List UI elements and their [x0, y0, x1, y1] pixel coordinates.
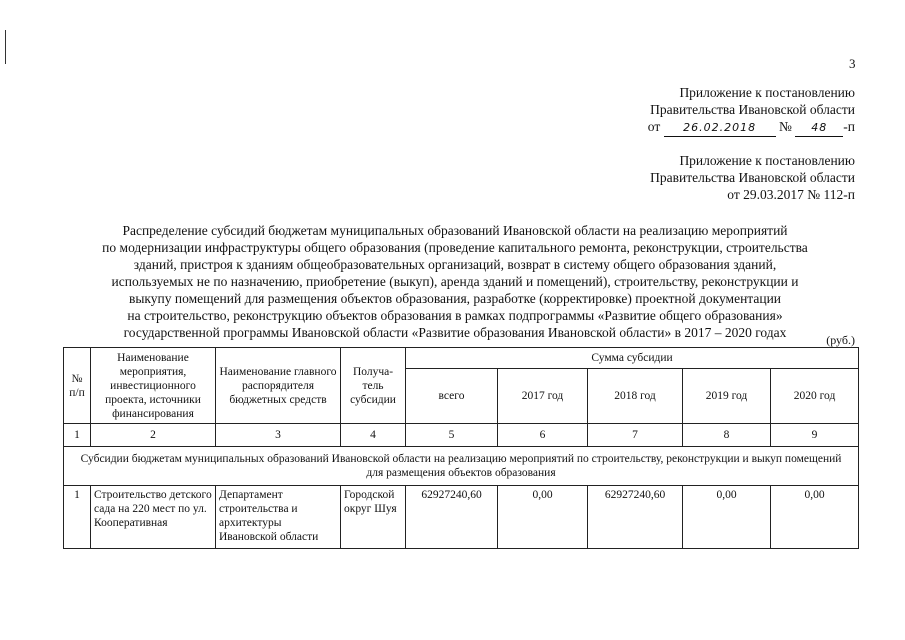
- table-header-row: [64, 348, 859, 369]
- column-number: 3: [216, 424, 341, 447]
- page-edge-mark: [5, 30, 6, 64]
- row-2017: 0,00: [498, 486, 588, 549]
- header-2017: 2017 год: [498, 369, 588, 424]
- column-number: 4: [341, 424, 406, 447]
- header-total: всего: [406, 369, 498, 424]
- header-recipient: Получа-тель субсидии: [341, 348, 406, 424]
- approval-current-line3: [648, 118, 855, 137]
- row-recipient: Городской округ Шуя: [341, 486, 406, 549]
- header-sum: Сумма субсидии: [406, 348, 859, 369]
- header-2018: 2018 год: [588, 369, 683, 424]
- page-number: 3: [849, 56, 856, 71]
- row-2020: 0,00: [771, 486, 859, 549]
- handwritten-number: 48: [795, 119, 843, 137]
- document-title: [60, 222, 850, 341]
- title-line: государственной программы Ивановской области «Развитие образования Ивановской области» в 2017 – 2020 годах: [123, 325, 787, 340]
- number-label: №: [779, 119, 792, 134]
- handwritten-date: 26.02.2018: [664, 119, 776, 137]
- section-title: Субсидии бюджетам муниципальных образований Ивановской области на реализацию мероприятий по строительству, реконструкции и выкуп помещений для размещения объектов образования: [64, 447, 859, 486]
- approval-current-line2: Правительства Ивановской области: [650, 102, 855, 117]
- header-num: № п/п: [64, 348, 91, 424]
- title-line: используемых не по назначению, приобретение (выкуп), аренда зданий и помещений), строительству, реконструкции и: [111, 274, 799, 289]
- title-line: зданий, пристроя к зданиям общеобразовательных организаций, возврат в систему общего образования зданий,: [133, 257, 777, 272]
- header-2020: 2020 год: [771, 369, 859, 424]
- row-2018: 62927240,60: [588, 486, 683, 549]
- column-number: 1: [64, 424, 91, 447]
- header-event: Наименование мероприятия, инвестиционного проекта, источники финансирования: [91, 348, 216, 424]
- title-line: Распределение субсидий бюджетам муниципальных образований Ивановской области на реализацию мероприятий: [122, 223, 788, 238]
- approval-previous-line3: от 29.03.2017 № 112-п: [727, 187, 855, 202]
- from-label: от: [647, 119, 661, 134]
- column-number: 6: [498, 424, 588, 447]
- column-number: 7: [588, 424, 683, 447]
- table-row: [64, 486, 859, 549]
- row-2019: 0,00: [683, 486, 771, 549]
- approval-current-line1: Приложение к постановлению: [679, 85, 855, 100]
- row-num: 1: [64, 486, 91, 549]
- approval-previous-line1: Приложение к постановлению: [679, 153, 855, 168]
- subsidy-table: [63, 347, 859, 549]
- column-number: 9: [771, 424, 859, 447]
- number-suffix: -п: [843, 119, 855, 134]
- approval-previous-line2: Правительства Ивановской области: [650, 170, 855, 185]
- column-number: 5: [406, 424, 498, 447]
- title-line: на строительство, реконструкцию объектов образования в рамках подпрограммы «Развитие общего образования»: [127, 308, 783, 323]
- section-row: [64, 447, 859, 486]
- header-2019: 2019 год: [683, 369, 771, 424]
- approval-block-previous: [650, 152, 855, 203]
- column-number: 8: [683, 424, 771, 447]
- column-number: 2: [91, 424, 216, 447]
- row-event: Строительство детского сада на 220 мест по ул. Кооперативная: [91, 486, 216, 549]
- title-line: выкупу помещений для размещения объектов образования, разработке (корректировке) проектной документации: [128, 291, 782, 306]
- column-number-row: [64, 424, 859, 447]
- title-line: по модернизации инфраструктуры общего образования (проведение капитального ремонта, реконструкции, строительства: [102, 240, 808, 255]
- currency-unit: (руб.): [826, 333, 855, 347]
- row-admin: Департамент строительства и архитектуры Ивановской области: [216, 486, 341, 549]
- row-total: 62927240,60: [406, 486, 498, 549]
- approval-block-current: [648, 84, 855, 137]
- header-admin: Наименование главного распорядителя бюджетных средств: [216, 348, 341, 424]
